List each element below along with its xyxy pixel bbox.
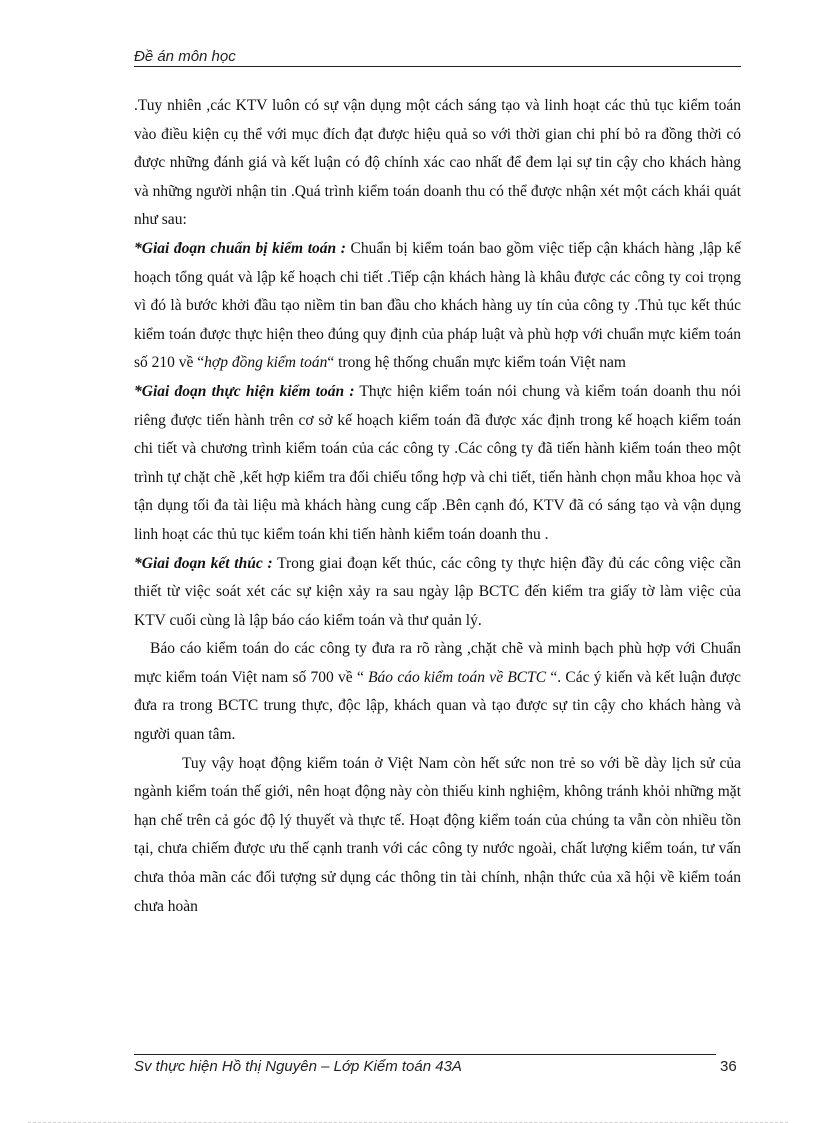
footer-author: Sv thực hiện Hồ thị Nguyên – Lớp Kiểm toán 43A — [134, 1058, 462, 1075]
paragraph-final-stage — [134, 550, 741, 636]
preparation-stage-text-end: “ trong hệ thống chuẩn mực kiểm toán Việt nam — [327, 354, 626, 372]
paragraph-intro: .Tuy nhiên ,các KTV luôn có sự vận dụng một cách sáng tạo và linh hoạt các thủ tục kiểm toán vào điều kiện cụ thể với mục đích đạt được hiệu quả so với thời gian chi phí bỏ ra đồng thời có được những đánh giá và kết luận có độ chính xác cao nhất để đem lại sự tin cậy cho khách hàng và những người nhận tin .Quá trình kiểm toán doanh thu có thể được nhận xét một cách khái quát như sau: — [134, 97, 741, 229]
preparation-stage-text: Chuẩn bị kiểm toán bao gồm việc tiếp cận khách hàng ,lập kế hoạch tổng quát và lập kế hoạch chi tiết .Tiếp cận khách hàng là khâu được các công ty coi trọng vì đó là bước khởi đầu tạo niềm tin ban đầu cho khách hàng uy tín của công ty .Thủ tục kết thúc kiểm toán được thực hiện theo đúng quy định của pháp luật và phù hợp với chuẩn mực kiểm toán số 210 về “ — [134, 239, 741, 372]
final-stage-text: Trong giai đoạn kết thúc, các công ty thực hiện đầy đủ các công việc cần thiết từ việc soát xét các sự kiện xảy ra sau ngày lập BCTC đến kiểm tra giấy tờ làm việc của KTV cuối cùng là lập báo cáo kiểm toán và thư quản lý. — [134, 554, 742, 629]
execution-stage-text: Thực hiện kiểm toán nói chung và kiểm toán doanh thu nói riêng được tiến hành trên cơ sở kế hoạch kiểm toán đã được xác định trong kế hoạch kiểm toán chi tiết và chương trình kiểm toán của các công ty .Các công ty đã tiến hành kiểm toán theo một trình tự chặt chẽ ,kết hợp kiểm tra đối chiếu tổng hợp và chi tiết, tiến hành chọn mẫu khoa học và tận dụng tối đa tài liệu mà khách hàng cung cấp .Bên cạnh đó, KTV đã có sáng tạo và vận dụng linh hoạt các thủ tục kiểm toán khi tiến hành kiểm toán doanh thu . — [134, 382, 741, 543]
header-title: Đề án môn học — [134, 48, 236, 65]
audit-report-text-end: “. Các ý kiến và kết luận được đưa ra trong BCTC trung thực, độc lập, khách quan và tạo được sự tin cậy cho khách hàng và người quan tâm. — [134, 668, 741, 744]
page-number: 36 — [720, 1058, 737, 1075]
paragraph-audit-report — [134, 635, 741, 749]
paragraph-preparation-stage — [134, 235, 741, 378]
paragraph-execution-stage — [134, 378, 741, 550]
execution-stage-heading: *Giai đoạn thực hiện kiểm toán : — [134, 382, 355, 400]
preparation-stage-heading: *Giai đoạn chuẩn bị kiểm toán : — [134, 239, 346, 257]
document-body — [134, 92, 741, 921]
final-stage-heading: *Giai đoạn kết thúc : — [134, 554, 273, 572]
footer-rule — [134, 1054, 716, 1055]
report-standard-title: Báo cáo kiểm toán về BCTC — [363, 668, 551, 686]
paragraph-limitations: Tuy vậy hoạt động kiểm toán ở Việt Nam còn hết sức non trẻ so với bề dày lịch sử của ngành kiểm toán thế giới, nên hoạt động này còn thiếu kinh nghiệm, không tránh khỏi những mặt hạn chế trên cả góc độ lý thuyết và thực tế. Hoạt động kiểm toán của chúng ta vẫn còn nhiều tồn tại, chưa chiếm được ưu thế cạnh tranh với các công ty nước ngoài, chất lượng kiểm toán, tư vấn chưa thỏa mãn các đối tượng sử dụng các thông tin tài chính, nhận thức của xã hội về kiểm toán chưa hoàn — [134, 754, 741, 915]
audit-report-text: Báo cáo kiểm toán do các công ty đưa ra rõ ràng ,chặt chẽ và minh bạch phù hợp với Chuẩn mực kiểm toán Việt nam số 700 về “ — [134, 640, 741, 686]
contract-standard-title: hợp đồng kiểm toán — [204, 354, 328, 372]
page-header — [134, 48, 741, 67]
